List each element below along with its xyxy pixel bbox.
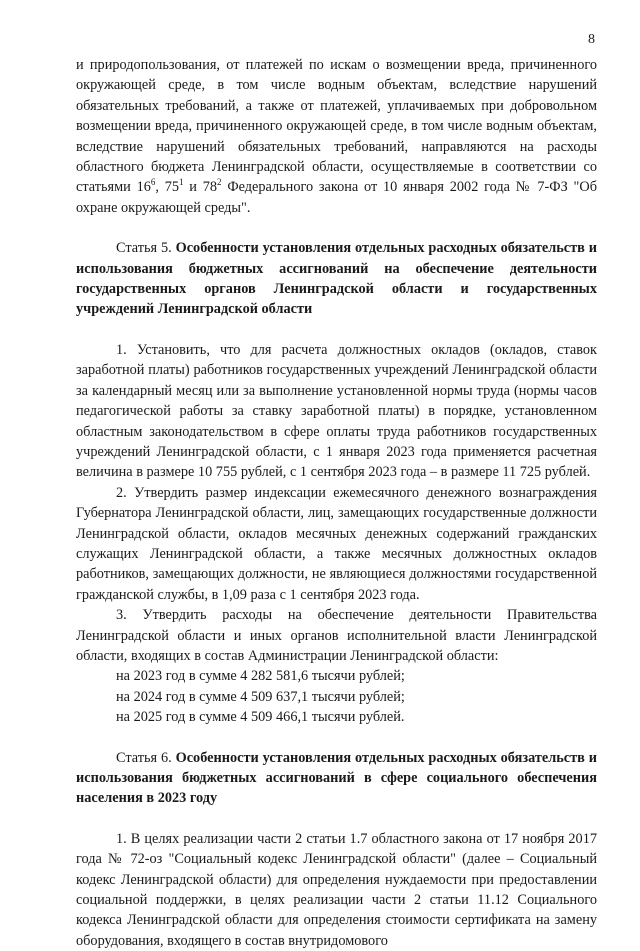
article-5-paragraph-3: 3. Утвердить расходы на обеспечение деятельности Правительства Ленинградской области и иных органов исполнительной власти Ленинградской области, входящих в состав Администрации Ленинградской области: xyxy=(76,607,597,664)
budget-sum-2023: на 2023 год в сумме 4 282 581,6 тысячи рублей; xyxy=(116,668,405,685)
budget-sum-2024: на 2024 год в сумме 4 509 637,1 тысячи рублей; xyxy=(116,688,405,705)
article-5-paragraph-2: 2. Утвердить размер индексации ежемесячного денежного вознаграждения Губернатора Ленинградской области, лиц, замещающих государственные должности Ленинградской области, окладов месячных денежных содержаний гражданских служащих Ленинградской области, а также месячных должностных окладов работников, замещающих должности, не являющиеся должностями государственной гражданской службы, в 1,09 раза с 1 сентября 2023 года. xyxy=(76,484,597,603)
article-6-heading xyxy=(76,748,597,809)
intro-paragraph: и природопользования, от платежей по искам о возмещении вреда, причиненного окружающей среде, в том числе водным объектам, вследствие нарушений обязательных требований, а также от платежей, уплачиваемых при добровольном возмещении вреда, причиненного окружающей среде, в том числе водным объектам, вследствие нарушений обязательных требований, направляются на расходы областного бюджета Ленинградской области, осуществляемые в соответствии со статьями $16^6$, $75^1$ и $78^2$ Федерального закона от 10 января 2002 года № 7-ФЗ "Об охране окружающей среды". xyxy=(76,57,597,216)
article-5-heading xyxy=(76,238,597,320)
article-6-label: Статья 6. xyxy=(116,749,172,766)
budget-sum-2025: на 2025 год в сумме 4 509 466,1 тысячи рублей. xyxy=(116,709,405,726)
article-5-paragraph-1: 1. Установить, что для расчета должностных окладов (окладов, ставок заработной платы) работников государственных учреждений Ленинградской области за календарный месяц или за выполнение установленной нормы труда (нормы часов педагогической работы за ставку заработной платы) в порядке, установленном областным законодательством в сфере оплаты труда работников государственных учреждений Ленинградской области, с 1 января 2023 года применяется расчетная величина в размере 10 755 рублей, с 1 сентября 2023 года – в размере 11 725 рублей. xyxy=(76,341,597,481)
page-number: 8 xyxy=(588,32,595,47)
article-5-title: Особенности установления отдельных расходных обязательств и использования бюджетных ассигнований на обеспечение деятельности государственных органов Ленинградской области и государственных учреждений Ленинградской области xyxy=(76,240,598,318)
article-6-paragraph-1: 1. В целях реализации части 2 статьи 1.7 областного закона от 17 ноября 2017 года № 72-оз "Социальный кодекс Ленинградской области" (далее – Социальный кодекс Ленинградской области) для определения нуждаемости при предоставлении социальной поддержки, в целях реализации части 2 статьи 11.12 Социального кодекса Ленинградской области для определения стоимости сертификата на замену оборудования, входящего в состав внутридомового xyxy=(76,830,597,949)
document-body xyxy=(76,55,597,951)
article-6-title: Особенности установления отдельных расходных обязательств и использования бюджетных ассигнований в сфере социального обеспечения населения в 2023 году xyxy=(76,749,598,807)
article-5-label: Статья 5. xyxy=(116,240,172,257)
